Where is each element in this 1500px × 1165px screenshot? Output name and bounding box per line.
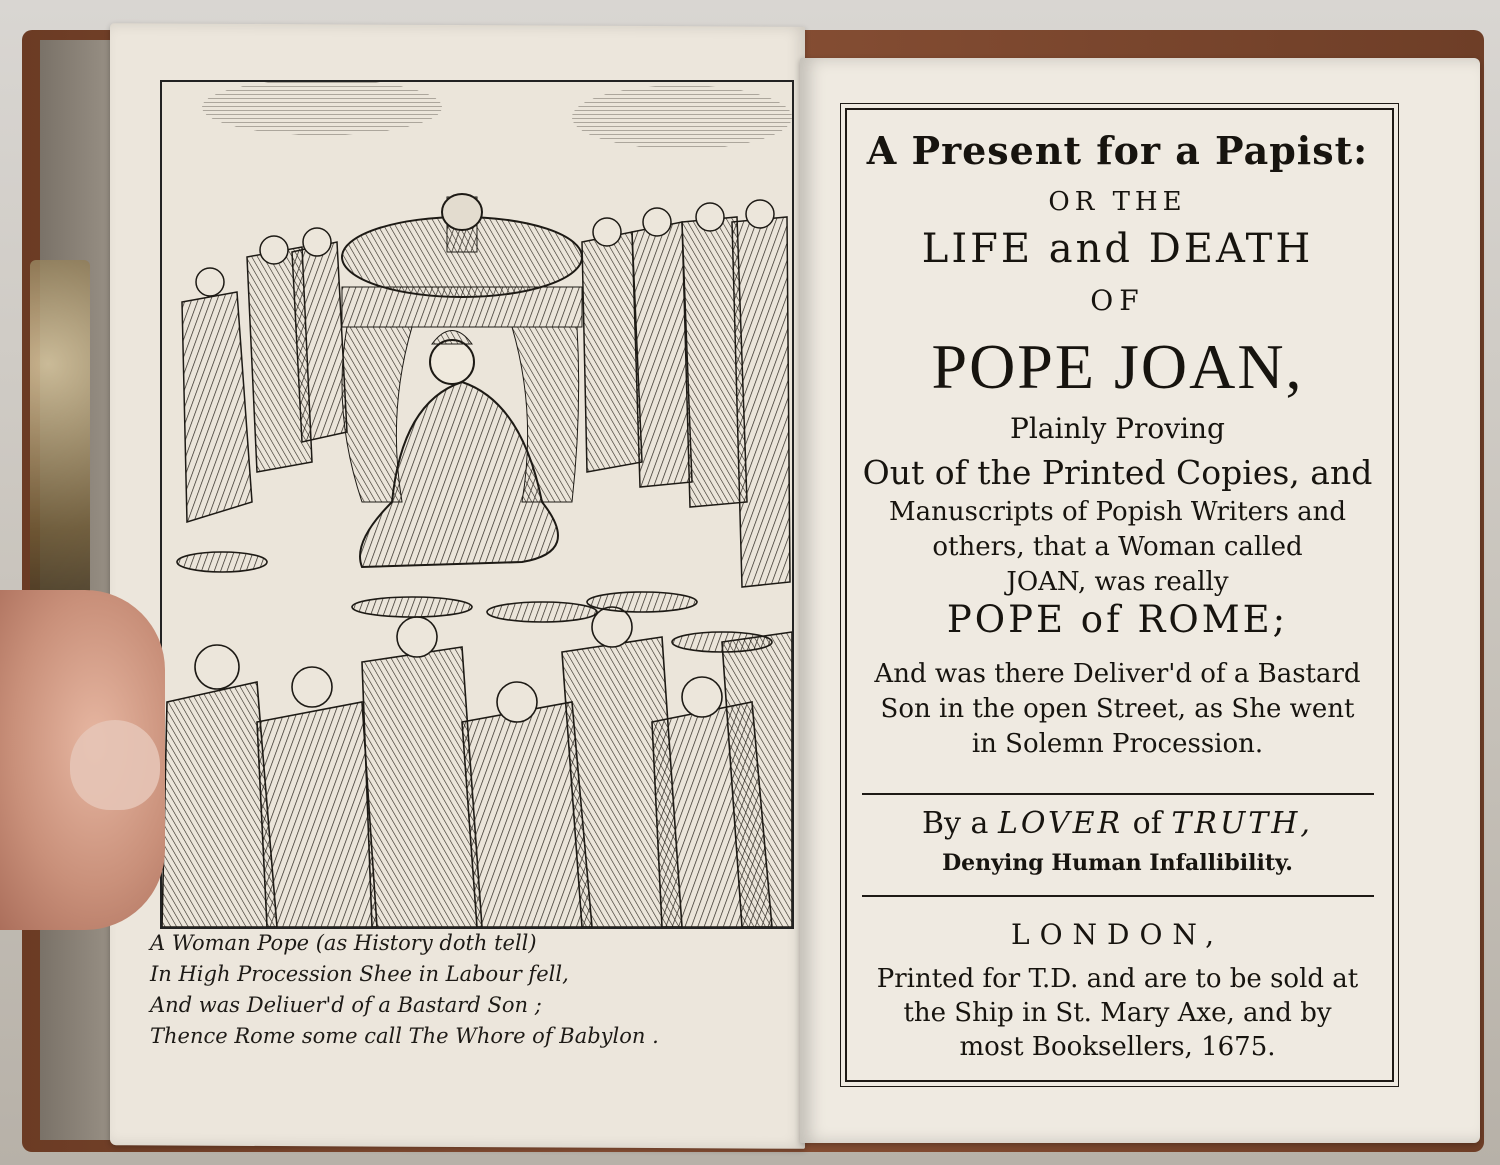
subtitle-manuscripts bbox=[845, 495, 1390, 600]
author-denying: Denying Human Infallibility. bbox=[942, 850, 1293, 876]
title-life-and-death: LIFE and DEATH bbox=[921, 226, 1314, 272]
imprint-line: the Ship in St. Mary Axe, and by bbox=[903, 998, 1332, 1028]
author-of: of bbox=[1123, 806, 1172, 841]
title-of: OF bbox=[1090, 284, 1145, 317]
subtitle-delivered bbox=[845, 657, 1390, 762]
subtitle-line: JOAN, was really bbox=[1006, 567, 1229, 597]
engraving-caption bbox=[150, 928, 790, 1052]
subtitle-line: in Solemn Procession. bbox=[971, 729, 1264, 759]
divider-rule bbox=[862, 793, 1374, 795]
thumbnail bbox=[70, 720, 160, 810]
caption-line: Thence Rome some call The Whore of Babylon . bbox=[150, 1024, 659, 1048]
frontispiece-engraving bbox=[160, 80, 794, 929]
subtitle-plainly-proving: Plainly Proving bbox=[1010, 412, 1225, 445]
author-truth: TRUTH, bbox=[1171, 806, 1313, 841]
imprint-london: LONDON, bbox=[1010, 918, 1225, 951]
title-or-the: OR THE bbox=[1048, 187, 1187, 217]
title-pope-of-rome: POPE of ROME; bbox=[946, 598, 1289, 641]
author-by: By a bbox=[922, 806, 998, 841]
author-lover: LOVER bbox=[997, 806, 1124, 841]
caption-line: A Woman Pope (as History doth tell) bbox=[150, 931, 537, 955]
imprint-line: Printed for T.D. and are to be sold at bbox=[876, 964, 1359, 994]
subtitle-line: Manuscripts of Popish Writers and bbox=[889, 497, 1346, 527]
subtitle-printed-copies: Out of the Printed Copies, and bbox=[862, 453, 1373, 492]
imprint-details bbox=[845, 962, 1390, 1064]
subtitle-line: Son in the open Street, as She went bbox=[880, 694, 1355, 724]
title-pope-joan: POPE JOAN, bbox=[931, 331, 1304, 402]
author-line bbox=[845, 806, 1390, 841]
title-blackletter: A Present for a Papist: bbox=[866, 128, 1369, 173]
caption-line: In High Procession Shee in Labour fell, bbox=[150, 962, 569, 986]
subtitle-line: And was there Deliver'd of a Bastard bbox=[874, 659, 1361, 689]
caption-line: And was Deliuer'd of a Bastard Son ; bbox=[150, 993, 542, 1017]
imprint-line: most Booksellers, 1675. bbox=[959, 1032, 1276, 1062]
divider-rule bbox=[862, 895, 1374, 897]
subtitle-line: others, that a Woman called bbox=[932, 532, 1303, 562]
